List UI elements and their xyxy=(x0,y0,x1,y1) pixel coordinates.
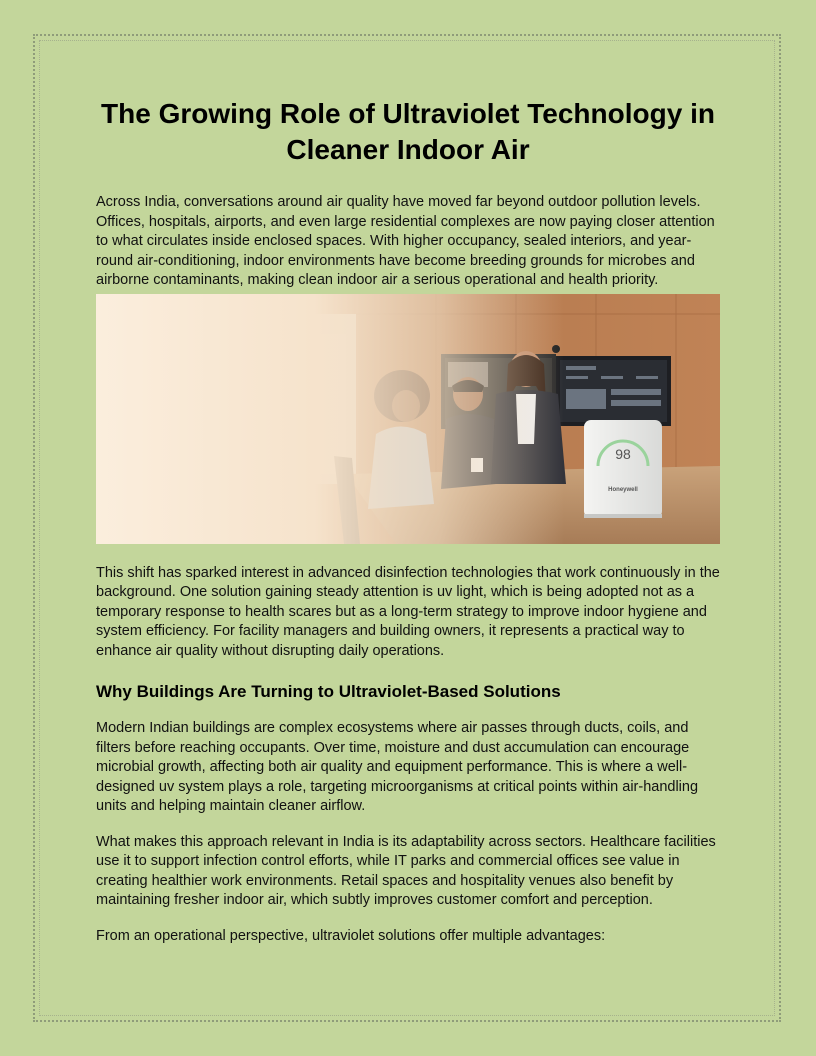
device-reading: 98 xyxy=(615,445,631,462)
shift-paragraph: This shift has sparked interest in advanced disinfection technologies that work continuously in the background. One solution gaining steady attention is uv light, which is being adopted not as a temporary response to health scares but as a long-term strategy to improve indoor hygiene and system efficiency. For facility managers and building owners, it represents a practical way to enhance air quality without disrupting daily operations. xyxy=(96,564,720,659)
device-brand: Honeywell xyxy=(608,486,638,493)
modern-buildings-paragraph: Modern Indian buildings are complex ecosystems where air passes through ducts, coils, and filters before reaching occupants. Over time, moisture and dust accumulation can encourage microbial growth, affecting both air quality and equipment performance. This is where a well-designed uv system plays a role, targeting microorganisms at critical points within air-handling units and helping maintain cleaner airflow. xyxy=(96,720,699,814)
relevance-paragraph: What makes this approach relevant in India is its adaptability across sectors. Healthcare facilities use it to support infection control efforts, while IT parks and commercial offices see value in creating healthier work environments. Retail spaces and hospitality venues also benefit by maintaining fresher indoor air, which subtly improves customer comfort and perception. xyxy=(96,833,716,908)
intro-paragraph: Across India, conversations around air quality have moved far beyond outdoor pollution levels. Offices, hospitals, airports, and even large residential complexes are now paying closer attention to what circulates inside enclosed spaces. With higher occupancy, sealed interiors, and year-round air-conditioning, indoor environments have become breeding grounds for microbes and airborne contaminants, making clean indoor air a serious operational and health priority. xyxy=(96,194,715,288)
page-title: The Growing Role of Ultraviolet Technology in Cleaner Indoor Air xyxy=(101,98,715,165)
office-photo xyxy=(96,294,720,544)
section-heading: Why Buildings Are Turning to Ultraviolet-Based Solutions xyxy=(96,682,561,701)
advantages-paragraph: From an operational perspective, ultraviolet solutions offer multiple advantages: xyxy=(96,927,606,944)
article xyxy=(96,96,720,946)
